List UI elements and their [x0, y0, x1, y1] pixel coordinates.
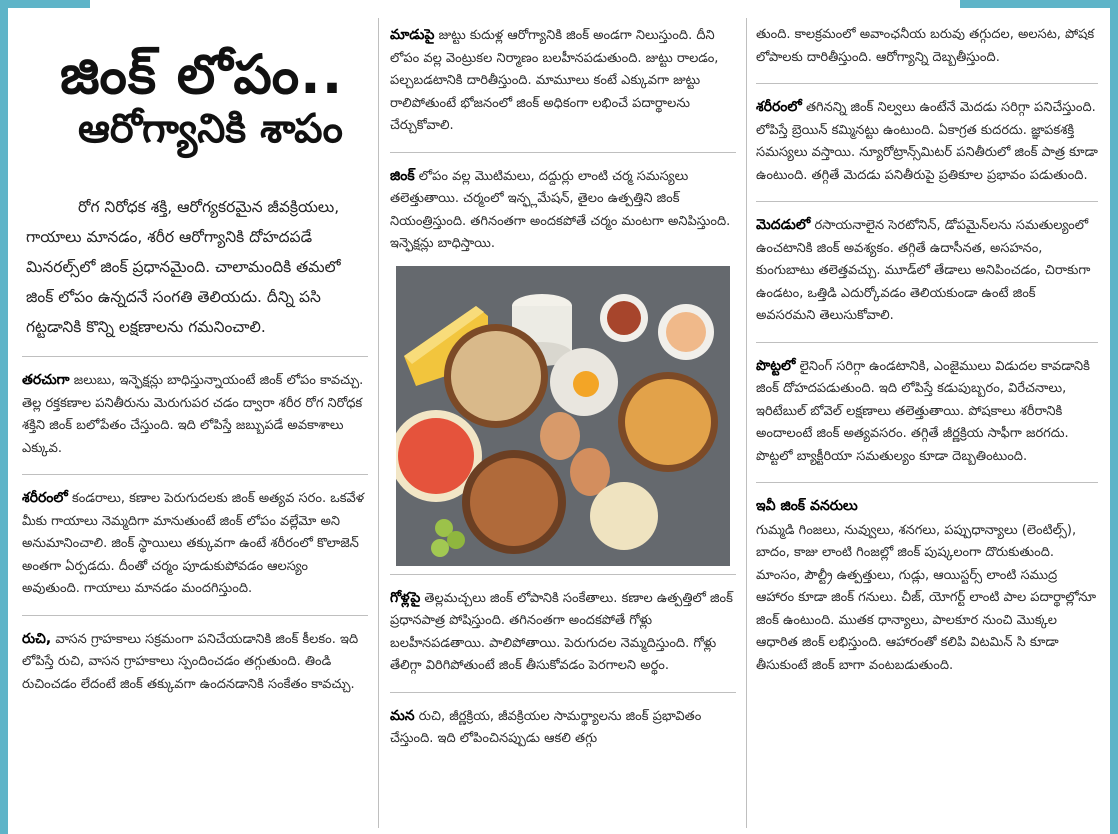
section-text: రసాయనాలైన సెరటోనిన్, డోపమైన్‌లను సమతుల్యంలో ఉంచటానికి జింక్ అవశ్యకం. తగ్గితే ఉదాసీనత, అసహనం, కుంగుబాటు తలెత్తవచ్చు. మూడ్‌లో తేడాలు అనిపించడం, చిరాకుగా ఉండటం, ఒత్తిడి ఎదుర్కోవడం తెలియకుండా ఉంటే జింక్ అవసరమని తెలుసుకోవాలి. — [756, 218, 1091, 323]
sources-text: గుమ్మడి గింజలు, నువ్వులు, శనగలు, పప్పుధాన్యాలు (లెంటిల్స్), బాదం, కాజు లాంటి గింజల్లో జింక్ పుష్కలంగా దొరుకుతుంది. మాంసం, పౌల్ట్రీ ఉత్పత్తులు, గుడ్లు, ఆయిస్టర్స్ లాంటి సముద్ర ఆహారం కూడా జింక్ గనులు. చీజ్, యోగర్ట్ లాంటి పాల పదార్థాల్లోనూ జింక్ ఉంటుంది. ముతక ధాన్యాలు, పాలకూర నుంచి మొక్కల ఆధారిత జింక్ లభిస్తుంది. ఆహారంతో కలిపి విటమిన్ సి కూడా తీసుకుంటే జింక్ బాగా వంటబడుతుంది. — [756, 522, 1097, 673]
intro-paragraph: రోగ నిరోధక శక్తి, ఆరోగ్యకరమైన జీవక్రియలు, గాయాలు మానడం, శరీర ఆరోగ్యానికి దోహదపడే మినరల్స్‌లో జింక్ ప్రధానమైంది. చాలామందికి తమలో జింక్ లోపం ఉన్నదనే సంగతి తెలియదు. దీన్ని పసి గట్టడానికి కొన్ని లక్షణాలను గమనించాలి. — [26, 198, 341, 336]
section-appetite-cont — [756, 18, 1098, 69]
section-immunity — [22, 356, 368, 460]
section-taste — [22, 615, 368, 697]
section-brain — [756, 83, 1098, 187]
section-lead: మెదడులో — [756, 217, 811, 233]
column-2 — [390, 18, 736, 751]
sources-heading: ఇవీ జింక్ వనరులు — [756, 498, 858, 514]
food-illustration — [396, 266, 730, 566]
section-lead: తరచుగా — [22, 372, 70, 388]
section-lead: శరీరంలో — [22, 490, 68, 506]
section-sources — [756, 482, 1098, 677]
column-divider — [378, 18, 379, 828]
column-divider — [746, 18, 747, 828]
section-lead: గోళ్లపై — [390, 589, 421, 606]
section-skin — [390, 152, 736, 256]
section-lead: శరీరంలో — [756, 99, 802, 115]
section-lead: జింక్ — [390, 167, 415, 184]
section-lead: పొట్టలో — [756, 357, 796, 374]
food-photo — [396, 266, 730, 566]
section-text: వాసన గ్రాహకాలు సక్రమంగా పనిచేయడానికి జింక్ కీలకం. ఇది లోపిస్తే రుచి, వాసన గ్రాహకాలు స్పందించడం తగ్గుతుంది. తిండి రుచించడం లేదంటే జింక్ తక్కువగా ఉందనడానికి సంకేతం కావచ్చు. — [22, 631, 359, 692]
section-text: తగినన్ని జింక్ నిల్వలు ఉంటేనే మెదడు సరిగ్గా పనిచేస్తుంది. లోపిస్తే బ్రెయిన్ కమ్మినట్టు ఉంటుంది. ఏకాగ్రత కుదరదు. జ్ఞాపకశక్తి సమస్యలు వస్తాయి. న్యూరోట్రాన్స్‌మిటర్ పనితీరులో జింక్ పాత్ర కూడా ఉంటుంది. తగ్గితే మెదడు పనితీరుపై ప్రతికూల ప్రభావం పడుతుంది. — [756, 100, 1098, 183]
section-wounds — [22, 474, 368, 601]
section-text: తుంది. కాలక్రమంలో అవాంఛనీయ బరువు తగ్గుదల, అలసట, పోషక లోపాలకు దారితీస్తుంది. ఆరోగ్యాన్ని దెబ్బతీస్తుంది. — [756, 27, 1095, 65]
section-gut — [756, 342, 1098, 469]
section-text: జుట్టు కుదుళ్ల ఆరోగ్యానికి జింక్ అండగా నిలుస్తుంది. దీని లోపం వల్ల వెంట్రుకల నిర్మాణం బలహీనపడుతుంది. జుట్టు రాలడం, పల్చబడటానికి దారితీస్తుంది. మామూలు కంటే ఎక్కువగా జుట్టు రాలిపోతుంటే భోజనంలో జింక్ అధికంగా లభించే పదార్థాలను చేర్చుకోవాలి. — [390, 28, 719, 133]
column-1 — [22, 18, 368, 696]
section-text: రుచి, జీర్ణక్రియ, జీవక్రియల సామర్థ్యాలను జింక్ ప్రభావితం చేస్తుంది. ఇది లోపించినప్పుడు ఆకలి తగ్గు — [390, 708, 702, 746]
section-lead: మన — [390, 707, 415, 724]
column-3 — [756, 18, 1098, 677]
section-text: తెల్లమచ్చలు జింక్ లోపానికి సంకేతాలు. కణాల ఉత్పత్తిలో జింక్ ప్రధానపాత్ర పోషిస్తుంది. తగినంతగా అందకపోతే గోళ్లు బలహీనపడతాయి. పాలిపోతాయి. పెరుగుదల నెమ్మదిస్తుంది. గోళ్లు తేలిగ్గా విరిగిపోతుంటే జింక్ తీసుకోవడం పెరగాలని అర్థం. — [390, 590, 733, 673]
left-border — [0, 0, 8, 834]
section-lead: రుచి, — [22, 630, 52, 647]
section-lead: మాడుపై — [390, 27, 435, 43]
section-text: లోపం వల్ల మొటిమలు, దద్దుర్లు లాంటి చర్మ సమస్యలు తలెత్తుతాయి. చర్మంలో ఇన్ఫ్లమేషన్, తైలం ఉత్పత్తిని జింక్ నియంత్రిస్తుంది. తగినంతగా అందకపోతే చర్మం మంటగా అనిపిస్తుంది. ఇన్ఫెక్షన్లు బాధిస్తాయి. — [390, 168, 731, 251]
section-nails — [390, 574, 736, 678]
section-appetite — [390, 692, 736, 751]
right-border — [1110, 0, 1118, 834]
section-text: జలుబు, ఇన్ఫెక్షన్లు బాధిస్తున్నాయంటే జింక్ లోపం కావచ్చు. తెల్ల రక్తకణాల పనితీరును మెరుగుపర చడం ద్వారా శరీర రోగ నిరోధక శక్తిని జింక్ బలోపేతం చేస్తుంది. ఇది లోపిస్తే జబ్బుపడే అవకాశాలు ఎక్కువ. — [22, 373, 364, 456]
section-text: కండరాలు, కణాల పెరుగుదలకు జింక్ అత్యవ సరం. ఒకవేళ మీకు గాయాలు నెమ్మదిగా మానుతుంటే జింక్ లోపం వల్లేమో అని అనుమానించాలి. జింక్ స్థాయిలు తక్కువగా ఉంటే శరీరంలో కొలాజెన్ అంతగా ఏర్పడదు. దీంతో చర్మం పూడుకుపోవడం ఆలస్యం అవుతుంది. గాయాలు మానడం మందగిస్తుంది. — [22, 491, 365, 596]
subheadline: ఆరోగ్యానికి శాపం — [78, 106, 343, 152]
section-hair — [390, 18, 736, 138]
headline: జింక్ లోపం.. — [60, 43, 344, 106]
section-text: లైనింగ్ సరిగ్గా ఉండటానికి, ఎంజైములు విడుదల కావడానికి జింక్ దోహదపడుతుంది. ఇది లోపిస్తే కడుపుబ్బరం, విరేచనాలు, ఇరిటేబుల్ బోవెల్ లక్షణాలు తలెత్తుతాయి. పోషకాలు శరీరానికి అందాలంటే జింక్ అత్యవసరం. తగ్గితే జీర్ణక్రియ సాఫీగా జరగదు. పొట్టలో బ్యాక్టీరియా సమతుల్యం కూడా దెబ్బతింటుంది. — [756, 358, 1090, 464]
section-mood — [756, 201, 1098, 328]
top-border-left — [0, 0, 90, 8]
top-border-right — [960, 0, 1118, 8]
